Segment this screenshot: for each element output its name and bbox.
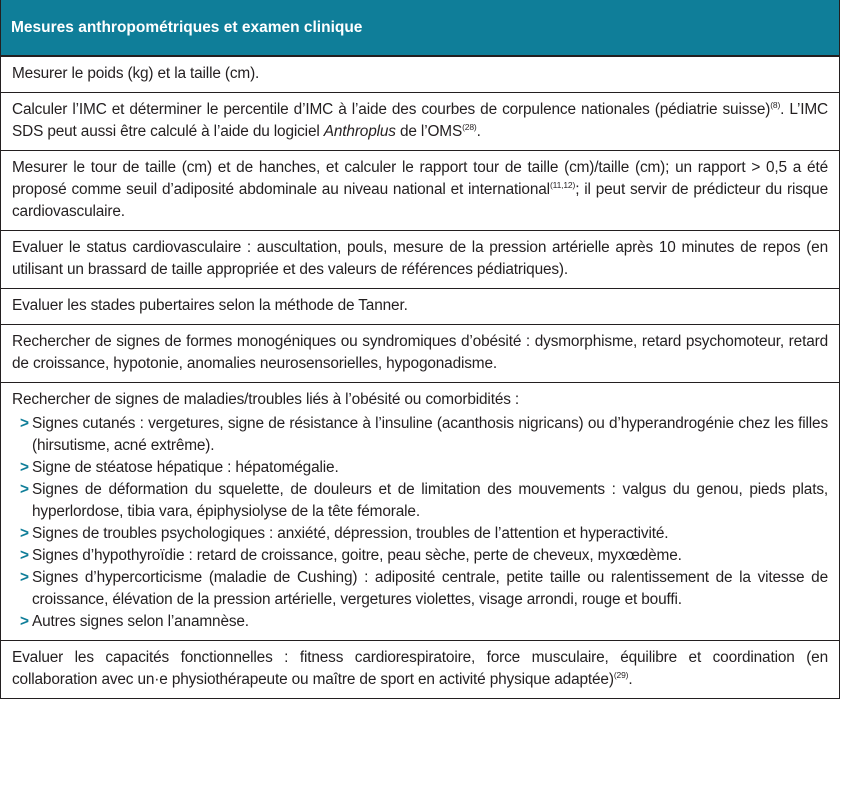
row-text: de l’OMS	[395, 123, 463, 140]
row-functional-capacity	[1, 640, 839, 698]
chevron-right-icon: >	[20, 415, 29, 432]
chevron-right-icon: >	[20, 525, 29, 542]
row-text: .	[628, 671, 633, 688]
chevron-right-icon: >	[20, 569, 29, 586]
list-item: > Signes de troubles psychologiques : anxiété, dépression, troubles de l’attention et hyperactivité.	[12, 523, 828, 545]
row-text: Evaluer les stades pubertaires selon la méthode de Tanner.	[12, 297, 408, 314]
row-tanner	[1, 288, 839, 324]
row-text: Rechercher de signes de formes monogéniques ou syndromiques d’obésité : dysmorphisme, retard psychomoteur, retard de croissance, hypotonie, anomalies neurosensorielles, hypogonadisme.	[12, 333, 828, 372]
chevron-right-icon: >	[20, 547, 29, 564]
software-name: Anthroplus	[323, 123, 396, 140]
list-item: > Signes de déformation du squelette, de douleurs et de limitation des mouvements : valgus du genou, pieds plats, hyperlordose, tibia vara, épiphysiolyse de la tête fémorale.	[20, 481, 828, 520]
row-text: Mesurer le tour de taille (cm) et de hanches, et calculer le rapport tour de taille (cm)/taille (cm); un rapport > 0,5 a été proposé comme seuil d’adiposité abdominale au niveau national et international	[12, 159, 828, 198]
chevron-right-icon: >	[20, 481, 29, 498]
row-text: Evaluer le status cardiovasculaire : auscultation, pouls, mesure de la pression artérielle après 10 minutes de repos (en utilisant un brassard de taille appropriée et des valeurs de références pédiatriques).	[12, 239, 828, 278]
row-text: . L’IMC SDS peut aussi être calculé à l’aide du logiciel	[12, 101, 828, 140]
chevron-right-icon: >	[20, 459, 29, 476]
comorbidity-list	[12, 413, 828, 633]
reference-29: (29)	[613, 670, 629, 680]
reference-28: (28)	[462, 122, 477, 132]
table-header: Mesures anthropométriques et examen clinique	[1, 0, 839, 56]
list-item: > Autres signes selon l’anamnèse.	[12, 611, 828, 633]
reference-11-12: (11,12)	[549, 180, 576, 190]
row-cardiovascular	[1, 230, 839, 288]
list-item: > Signe de stéatose hépatique : hépatomégalie.	[12, 457, 828, 479]
row-waist-ratio	[1, 150, 839, 230]
row-text: Calculer l’IMC et déterminer le percentile d’IMC à l’aide des courbes de corpulence nationales (pédiatrie suisse)	[12, 101, 771, 118]
reference-8: (8)	[770, 100, 781, 110]
row-text: ; il peut servir de prédicteur du risque cardiovasculaire.	[12, 181, 829, 220]
list-item: > Signes d’hypothyroïdie : retard de croissance, goitre, peau sèche, perte de cheveux, myxœdème.	[12, 545, 828, 567]
list-item: > Signes cutanés : vergetures, signe de résistance à l’insuline (acanthosis nigricans) ou d’hyperandrogénie chez les filles (hirsutisme, acné extrême).	[20, 415, 828, 454]
row-text: Evaluer les capacités fonctionnelles : fitness cardiorespiratoire, force musculaire, équilibre et coordination (en collaboration avec un·e physiothérapeute ou maître de sport en activité physique adaptée)	[12, 649, 828, 688]
row-comorbidities	[1, 382, 839, 640]
row-weight-height	[1, 56, 839, 92]
row-text: Mesurer le poids (kg) et la taille (cm).	[12, 65, 260, 82]
row-monogenic	[1, 324, 839, 382]
row-bmi	[1, 92, 839, 150]
chevron-right-icon: >	[20, 613, 29, 630]
row-text: .	[476, 123, 481, 140]
row-text: Rechercher de signes de maladies/troubles liés à l’obésité ou comorbidités :	[12, 391, 520, 408]
list-item: > Signes d’hypercorticisme (maladie de Cushing) : adiposité centrale, petite taille ou ralentissement de la vitesse de croissance, élévation de la pression artérielle, vergetures violettes, visage arrondi, rouge et bouffi.	[20, 569, 828, 608]
